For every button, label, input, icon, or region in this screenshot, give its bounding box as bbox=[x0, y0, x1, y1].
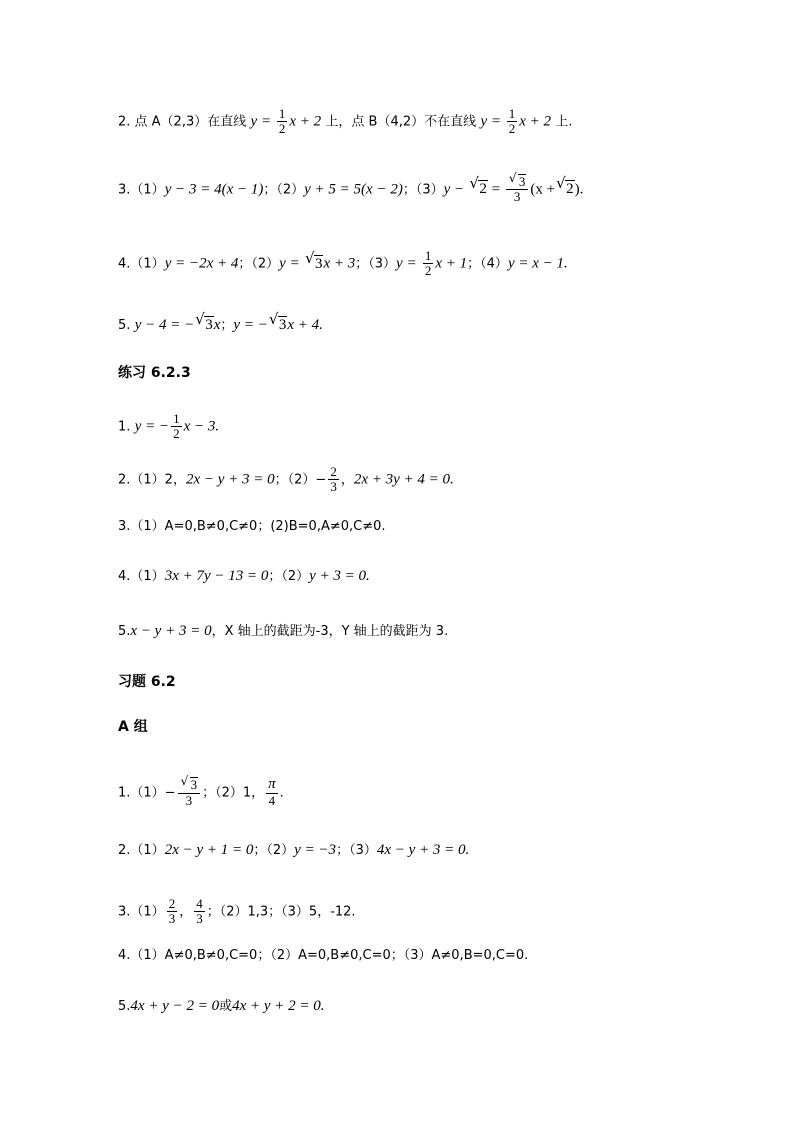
answer-4-line bbox=[118, 250, 568, 278]
section-heading-6-2: 习题 6.2 bbox=[118, 674, 176, 690]
answer-3-eq-3-after: (x + bbox=[530, 181, 556, 198]
sqrt-2-b: √ 2 bbox=[556, 174, 574, 198]
group-heading-a: A 组 bbox=[118, 719, 148, 735]
answer-5-sep: ； bbox=[220, 318, 234, 333]
line-eq-y-2: y = bbox=[480, 113, 505, 130]
group-a-2-eq-3: 4x − y + 3 = 0. bbox=[376, 842, 470, 858]
group-a-1-line bbox=[118, 774, 284, 808]
answer-5-eq-1-pre: y − 4 = − bbox=[134, 317, 195, 333]
fraction-1-2-d: $\frac{1}{2}$ bbox=[173, 411, 180, 441]
answer-4-eq-2-pre: y = bbox=[279, 255, 300, 272]
answer-4-label-4: ；（4） bbox=[467, 256, 508, 272]
group-a-5-eq-1: 4x + y − 2 = 0 bbox=[130, 998, 220, 1014]
sqrt-3-b: √ 3 bbox=[195, 310, 213, 333]
exercise-1-line bbox=[118, 413, 219, 441]
exercise-2-eq-1: 2x − y + 3 = 0 bbox=[185, 471, 275, 488]
answer-3-eq-3-end: ). bbox=[574, 181, 584, 198]
exercise-1-pre: y = − bbox=[134, 418, 170, 435]
answer-4-eq-3-pre: y = bbox=[396, 255, 417, 272]
fraction-1-2-b: $\frac{1}{2}$ bbox=[508, 106, 516, 136]
group-a-1-end: . bbox=[279, 785, 284, 801]
answer-5-eq-1-post: x bbox=[213, 317, 221, 333]
answer-4-eq-4: y = x − 1. bbox=[507, 255, 568, 272]
answer-4-eq-2-post: x + 3 bbox=[323, 255, 356, 272]
sqrt-3: √ 3 bbox=[304, 248, 323, 272]
fraction-pi-4: $\frac{\pi}{4}$ bbox=[268, 776, 276, 808]
group-a-2-line bbox=[118, 843, 469, 858]
sqrt-2: √ 2 bbox=[469, 174, 487, 198]
answer-4-label-1: 4.（1） bbox=[118, 256, 165, 272]
group-a-5-line bbox=[118, 999, 325, 1014]
exercise-1-label: 1. bbox=[118, 419, 131, 435]
answer-5-line bbox=[118, 310, 323, 334]
answer-4-label-2: ；（2） bbox=[238, 256, 280, 272]
exercise-3-line: 3.（1）A=0,B≠0,C≠0；(2)B=0,A≠0,C≠0. bbox=[118, 519, 386, 534]
line-eq-x2-b: x + 2 bbox=[519, 113, 551, 130]
exercise-2-line bbox=[118, 466, 454, 494]
group-a-4-line: 4.（1）A≠0,B≠0,C=0；（2）A=0,B≠0,C=0；（3）A≠0,B=0,C=0. bbox=[118, 948, 529, 963]
exercise-2-comma: ， bbox=[340, 472, 354, 488]
group-a-3-label: 3.（1） bbox=[118, 904, 165, 920]
group-a-1-label: 1.（1）− bbox=[118, 785, 176, 801]
group-a-1-mid: ；（2）1， bbox=[202, 785, 265, 801]
answer-2-end: 上. bbox=[555, 114, 573, 130]
exercise-2-eq-2: 2x + 3y + 4 = 0. bbox=[353, 471, 454, 488]
answer-5-label: 5. bbox=[118, 318, 131, 333]
exercise-4-line bbox=[118, 569, 370, 584]
answer-4-eq-1: y = −2x + 4 bbox=[164, 255, 239, 272]
exercise-2-label-2: ；（2）− bbox=[274, 472, 327, 488]
group-a-2-eq-2: y = −3 bbox=[294, 842, 337, 858]
answer-3-eq-2: y + 5 = 5(x − 2) bbox=[304, 181, 403, 198]
answer-3-label-1: 3.（1） bbox=[118, 182, 165, 198]
group-a-2-label-3: ；（3） bbox=[336, 843, 377, 858]
exercise-4-label-1: 4.（1） bbox=[118, 569, 165, 584]
fraction-1-2: $\frac{1}{2}$ bbox=[278, 106, 286, 136]
line-eq-x2: x + 2 bbox=[289, 113, 322, 130]
exercise-4-eq-2: y + 3 = 0. bbox=[309, 568, 370, 584]
answer-3-label-2: ；（2） bbox=[263, 182, 305, 198]
answer-2-mid: 上，点 B（4,2）不在直线 bbox=[325, 114, 477, 130]
answer-4-eq-3-post: x + 1 bbox=[435, 255, 468, 272]
group-a-5-label: 5. bbox=[118, 999, 131, 1014]
exercise-1-post: x − 3. bbox=[183, 418, 220, 435]
exercise-4-label-2: ；（2） bbox=[268, 569, 310, 584]
answer-5-eq-2-pre: y = − bbox=[233, 317, 268, 333]
answer-2-prefix: 2. 点 A（2,3）在直线 bbox=[118, 114, 247, 130]
group-a-3-comma: ， bbox=[179, 904, 193, 920]
exercise-5-label: 5. bbox=[118, 624, 131, 639]
group-a-2-label-2: ；（2） bbox=[253, 843, 295, 858]
answer-3-eq-1: y − 3 = 4(x − 1) bbox=[164, 181, 264, 198]
exercise-5-text: ，X 轴上的截距为-3，Y 轴上的截距为 3. bbox=[211, 624, 449, 639]
fraction-2-3-b: $\frac{2}{3}$ bbox=[168, 896, 176, 926]
exercise-4-eq-1: 3x + 7y − 13 = 0 bbox=[164, 568, 269, 584]
fraction-1-2-c: $\frac{1}{2}$ bbox=[424, 248, 432, 278]
group-a-5-eq-2: 4x + y + 2 = 0. bbox=[232, 998, 325, 1014]
section-heading-6-2-3: 练习 6.2.3 bbox=[118, 365, 191, 381]
answer-2-line bbox=[118, 108, 572, 136]
exercise-2-label: 2.（1）2， bbox=[118, 472, 186, 488]
exercise-5-line bbox=[118, 624, 448, 639]
answer-4-label-3: ；（3） bbox=[355, 256, 397, 272]
group-a-2-eq-1: 2x − y + 1 = 0 bbox=[164, 842, 254, 858]
group-a-3-line bbox=[118, 898, 356, 926]
fraction-2-3: $\frac{2}{3}$ bbox=[330, 464, 337, 494]
sqrt-3-c: √ 3 bbox=[268, 310, 287, 333]
answer-3-line: 3.（1）y − 3 = 4(x − 1)；（2）y + 5 = 5(x − 2)；（3）y − √ 2 = √ 3 3 (x + √ 2). bbox=[118, 171, 584, 205]
fraction-sqrt3-3: √ 3 3 bbox=[506, 174, 529, 204]
answer-3-label-3: ；（3） bbox=[402, 182, 444, 198]
fraction-4-3: $\frac{4}{3}$ bbox=[196, 896, 203, 926]
answer-3-eq-3-left: y − bbox=[443, 181, 465, 198]
fraction-sqrt3-3-b: √ 3 3 bbox=[178, 777, 201, 807]
group-a-3-rest: ；（2）1,3；（3）5，-12. bbox=[206, 904, 356, 920]
line-eq-y: y = bbox=[250, 113, 275, 130]
exercise-5-eq: x − y + 3 = 0 bbox=[130, 623, 212, 639]
group-a-5-or: 或 bbox=[219, 999, 233, 1014]
answer-5-eq-2-post: x + 4. bbox=[287, 317, 323, 333]
group-a-2-label-1: 2.（1） bbox=[118, 843, 165, 858]
